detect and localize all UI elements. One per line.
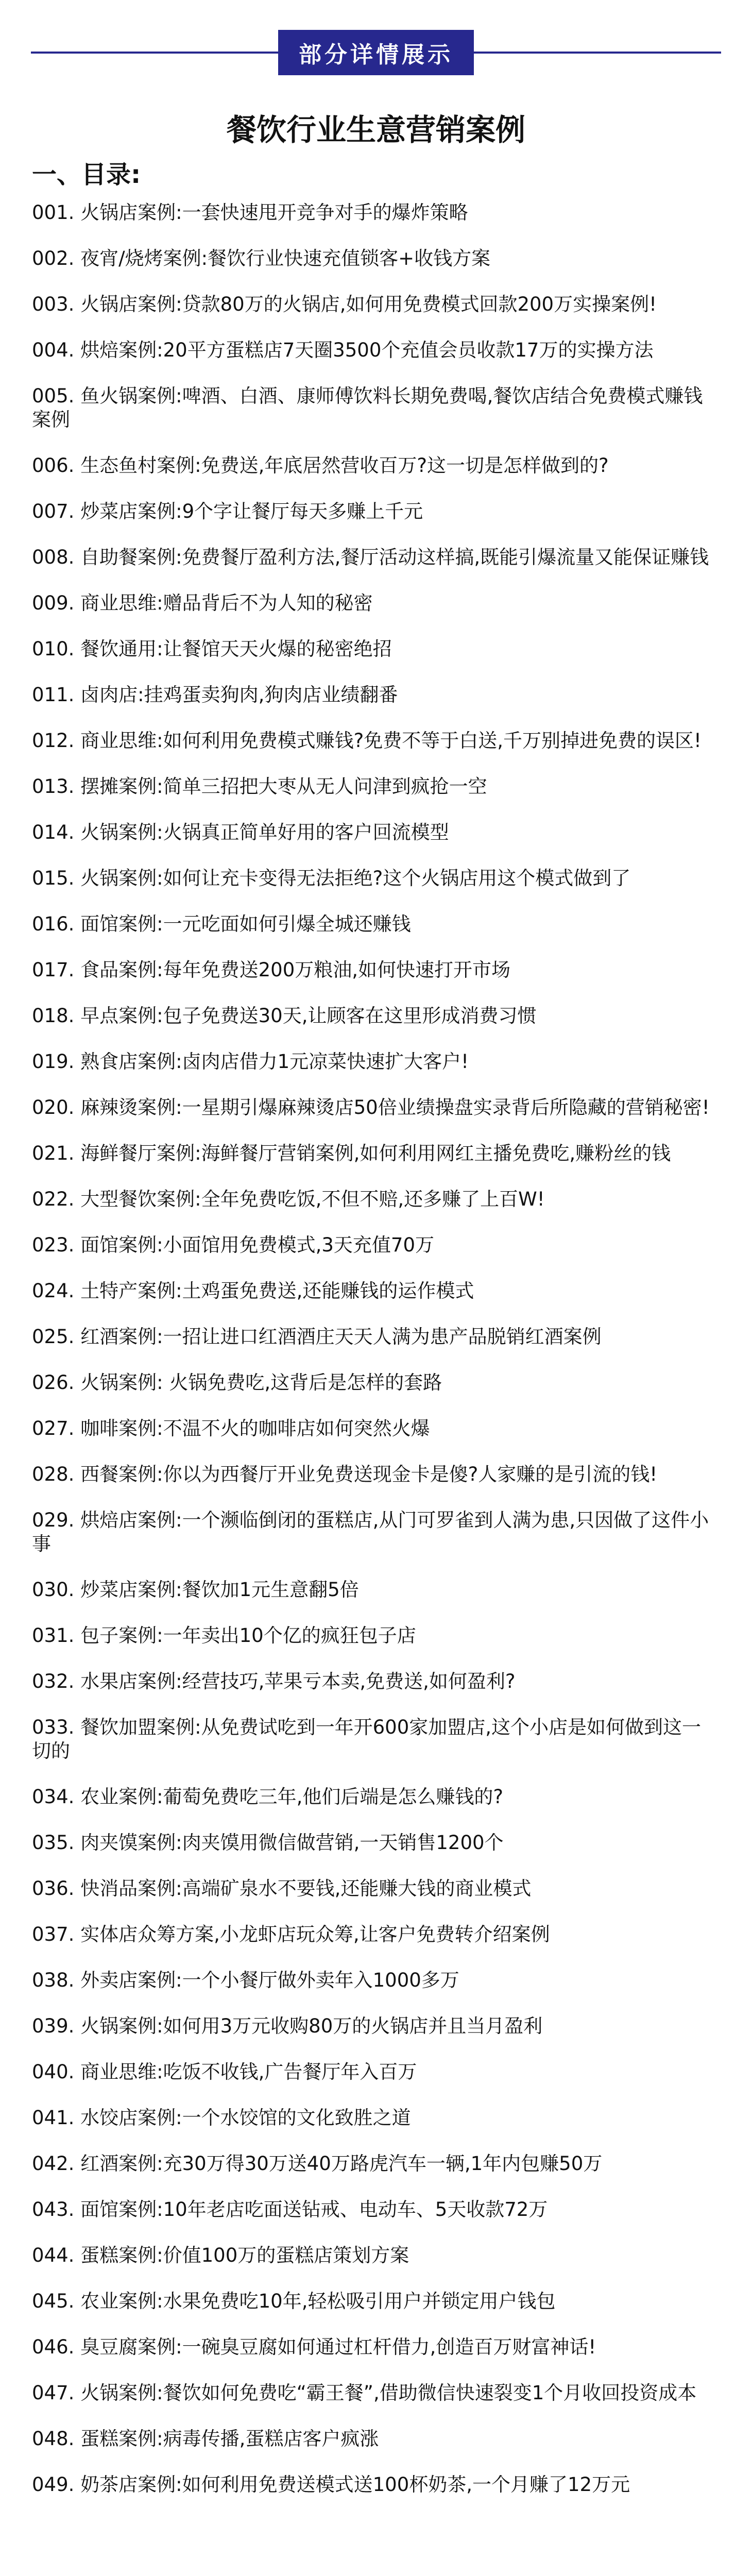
document-title: 餐饮行业生意营销案例 (226, 112, 525, 147)
toc-item: 028. 西餐案例:你以为西餐厅开业免费送现金卡是傻?人家赚的是引流的钱! (32, 1463, 658, 1485)
toc-item: 040. 商业思维:吃饭不收钱,广告餐厅年入百万 (32, 2061, 417, 2083)
toc-item: 015. 火锅案例:如何让充卡变得无法拒绝?这个火锅店用这个模式做到了 (32, 867, 631, 889)
toc-item: 042. 红酒案例:充30万得30万送40万路虎汽车一辆,1年内包赚50万 (32, 2153, 603, 2175)
toc-item: 011. 卤肉店:挂鸡蛋卖狗肉,狗肉店业绩翻番 (32, 684, 398, 706)
header-badge: 部分详情展示 (278, 30, 474, 75)
toc-item: 035. 肉夹馍案例:肉夹馍用微信做营销,一天销售1200个 (32, 1832, 504, 1854)
toc-item: 024. 土特产案例:土鸡蛋免费送,还能赚钱的运作模式 (32, 1280, 474, 1302)
toc-item: 034. 农业案例:葡萄免费吃三年,他们后端是怎么赚钱的? (32, 1786, 504, 1808)
toc-item: 046. 臭豆腐案例:一碗臭豆腐如何通过杠杆借力,创造百万财富神话! (32, 2336, 596, 2358)
toc-item: 013. 摆摊案例:简单三招把大枣从无人问津到疯抢一空 (32, 775, 487, 798)
toc-item: 007. 炒菜店案例:9个字让餐厅每天多赚上千元 (32, 500, 423, 522)
toc-item: 009. 商业思维:赠品背后不为人知的秘密 (32, 592, 373, 614)
toc-item: 020. 麻辣烫案例:一星期引爆麻辣烫店50倍业绩操盘实录背后所隐藏的营销秘密! (32, 1096, 710, 1118)
toc-item: 005. 鱼火锅案例:啤酒、白酒、康师傅饮料长期免费喝,餐饮店结合免费模式赚钱案例 (32, 385, 703, 431)
toc-item: 014. 火锅案例:火锅真正简单好用的客户回流模型 (32, 821, 449, 843)
toc-item: 001. 火锅店案例:一套快速甩开竞争对手的爆炸策略 (32, 201, 468, 224)
toc-item: 045. 农业案例:水果免费吃10年,轻松吸引用户并锁定用户钱包 (32, 2290, 556, 2312)
toc-item: 029. 烘焙店案例:一个濒临倒闭的蛋糕店,从门可罗雀到人满为患,只因做了这件小事 (32, 1509, 709, 1555)
toc-item: 022. 大型餐饮案例:全年免费吃饭,不但不赔,还多赚了上百W! (32, 1188, 545, 1210)
toc-item: 044. 蛋糕案例:价值100万的蛋糕店策划方案 (32, 2244, 409, 2266)
toc-item: 033. 餐饮加盟案例:从免费试吃到一年开600家加盟店,这个小店是如何做到这一切的 (32, 1716, 701, 1762)
toc-item: 027. 咖啡案例:不温不火的咖啡店如何突然火爆 (32, 1417, 430, 1439)
toc-item: 030. 炒菜店案例:餐饮加1元生意翻5倍 (32, 1579, 359, 1601)
toc-item: 006. 生态鱼村案例:免费送,年底居然营收百万?这一切是怎样做到的? (32, 454, 609, 477)
toc-list (32, 201, 712, 2497)
toc-item: 002. 夜宵/烧烤案例:餐饮行业快速充值锁客+收钱方案 (32, 247, 491, 269)
toc-item: 039. 火锅案例:如何用3万元收购80万的火锅店并且当月盈利 (32, 2015, 543, 2037)
toc-item: 017. 食品案例:每年免费送200万粮油,如何快速打开市场 (32, 959, 510, 981)
toc-item: 016. 面馆案例:一元吃面如何引爆全城还赚钱 (32, 913, 411, 935)
toc-item: 018. 早点案例:包子免费送30天,让顾客在这里形成消费习惯 (32, 1005, 537, 1027)
toc-item: 021. 海鲜餐厅案例:海鲜餐厅营销案例,如何利用网红主播免费吃,赚粉丝的钱 (32, 1142, 671, 1164)
toc-item: 047. 火锅案例:餐饮如何免费吃“霸王餐”,借助微信快速裂变1个月收回投资成本 (32, 2382, 697, 2404)
toc-heading: 一、目录: (32, 160, 141, 189)
toc-item: 031. 包子案例:一年卖出10个亿的疯狂包子店 (32, 1624, 416, 1647)
toc-item: 048. 蛋糕案例:病毒传播,蛋糕店客户疯涨 (32, 2428, 379, 2450)
toc-item: 041. 水饺店案例:一个水饺馆的文化致胜之道 (32, 2107, 411, 2129)
toc-item: 043. 面馆案例:10年老店吃面送钻戒、电动车、5天收款72万 (32, 2198, 548, 2221)
toc-item: 019. 熟食店案例:卤肉店借力1元凉菜快速扩大客户! (32, 1050, 469, 1073)
toc-item: 026. 火锅案例: 火锅免费吃,这背后是怎样的套路 (32, 1371, 442, 1394)
toc-item: 003. 火锅店案例:贷款80万的火锅店,如何用免费模式回款200万实操案例! (32, 293, 657, 315)
toc-item: 023. 面馆案例:小面馆用免费模式,3天充值70万 (32, 1234, 434, 1256)
toc-item: 008. 自助餐案例:免费餐厅盈利方法,餐厅活动这样搞,既能引爆流量又能保证赚钱 (32, 546, 709, 568)
toc-item: 032. 水果店案例:经营技巧,苹果亏本卖,免费送,如何盈利? (32, 1670, 516, 1692)
toc-item: 010. 餐饮通用:让餐馆天天火爆的秘密绝招 (32, 638, 392, 660)
toc-item: 025. 红酒案例:一招让进口红酒酒庄天天人满为患产品脱销红酒案例 (32, 1326, 602, 1348)
toc-item: 004. 烘焙案例:20平方蛋糕店7天圈3500个充值会员收款17万的实操方法 (32, 339, 654, 361)
toc-item: 036. 快消品案例:高端矿泉水不要钱,还能赚大钱的商业模式 (32, 1877, 532, 1900)
toc-item: 038. 外卖店案例:一个小餐厅做外卖年入1000多万 (32, 1969, 459, 1991)
toc-item: 037. 实体店众筹方案,小龙虾店玩众筹,让客户免费转介绍案例 (32, 1923, 550, 1945)
toc-item: 012. 商业思维:如何利用免费模式赚钱?免费不等于白送,千万别掉进免费的误区! (32, 730, 702, 752)
header-band (0, 0, 752, 90)
toc-item: 049. 奶茶店案例:如何利用免费送模式送100杯奶茶,一个月赚了12万元 (32, 2473, 630, 2496)
